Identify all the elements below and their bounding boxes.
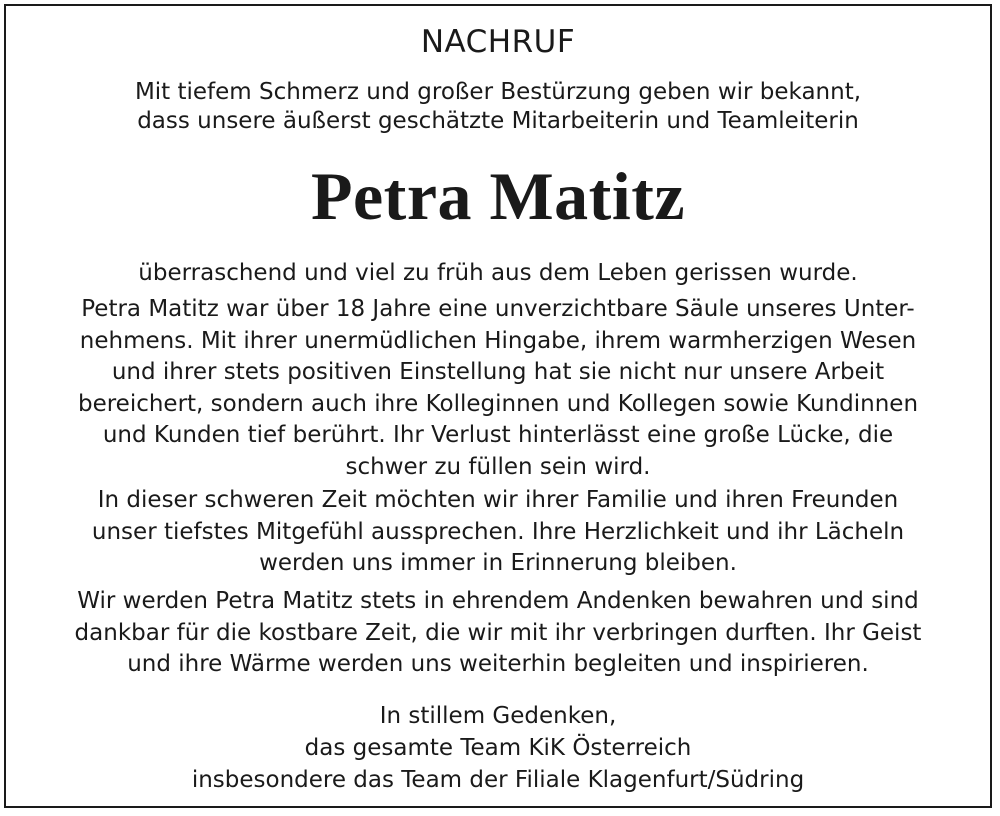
paragraph-remembrance [6,586,990,681]
deceased-name: Petra Matitz [310,158,686,234]
closing-signature [6,700,990,796]
closing-line: In stillem Gedenken, [379,703,617,729]
paragraph-line: nehmens. Mit ihrer unermüdlichen Hingabe, ihrem warmherzigen Wesen [79,327,917,354]
paragraph-line: und ihrer stets positiven Einstellung hat sie nicht nur unsere Arbeit [111,359,885,385]
paragraph-line: dankbar für die kostbare Zeit, die wir mit ihr verbringen durften. Ihr Geist [74,619,922,646]
paragraph-line: werden uns immer in Erinnerung bleiben. [259,550,737,576]
obituary-notice [4,4,992,808]
paragraph-line: In dieser schweren Zeit möchten wir ihrer Familie und ihren Freunden [97,487,899,513]
paragraph-line: Petra Matitz war über 18 Jahre eine unverzichtbare Säule unseres Unter- [81,296,915,322]
paragraph-line: Wir werden Petra Matitz stets in ehrendem Andenken bewahren und sind [77,588,919,614]
paragraph-line: überraschend und viel zu früh aus dem Leben gerissen wurde. [138,260,858,286]
paragraph-tribute [6,294,990,483]
paragraph-line: und Kunden tief berührt. Ihr Verlust hinterlässt eine große Lücke, die [102,422,894,448]
paragraph-line: bereichert, sondern auch ihre Kolleginnen und Kollegen sowie Kundinnen [77,390,919,417]
intro-line: dass unsere äußerst geschätzte Mitarbeiterin und Teamleiterin [137,108,859,134]
notice-heading: NACHRUF [420,24,576,60]
closing-line: insbesondere das Team der Filiale Klagenfurt/Südring [191,767,805,793]
closing-line: das gesamte Team KiK Österreich [304,735,692,761]
paragraph-announcement [6,258,990,290]
intro-text [6,78,990,136]
paragraph-line: unser tiefstes Mitgefühl aussprechen. Ihre Herzlichkeit und ihr Lächeln [91,518,905,545]
paragraph-condolence [6,485,990,580]
paragraph-line: und ihre Wärme werden uns weiterhin begleiten und inspirieren. [127,651,869,677]
intro-line: Mit tiefem Schmerz und großer Bestürzung geben wir bekannt, [134,79,862,105]
paragraph-line: schwer zu füllen sein wird. [345,453,651,480]
